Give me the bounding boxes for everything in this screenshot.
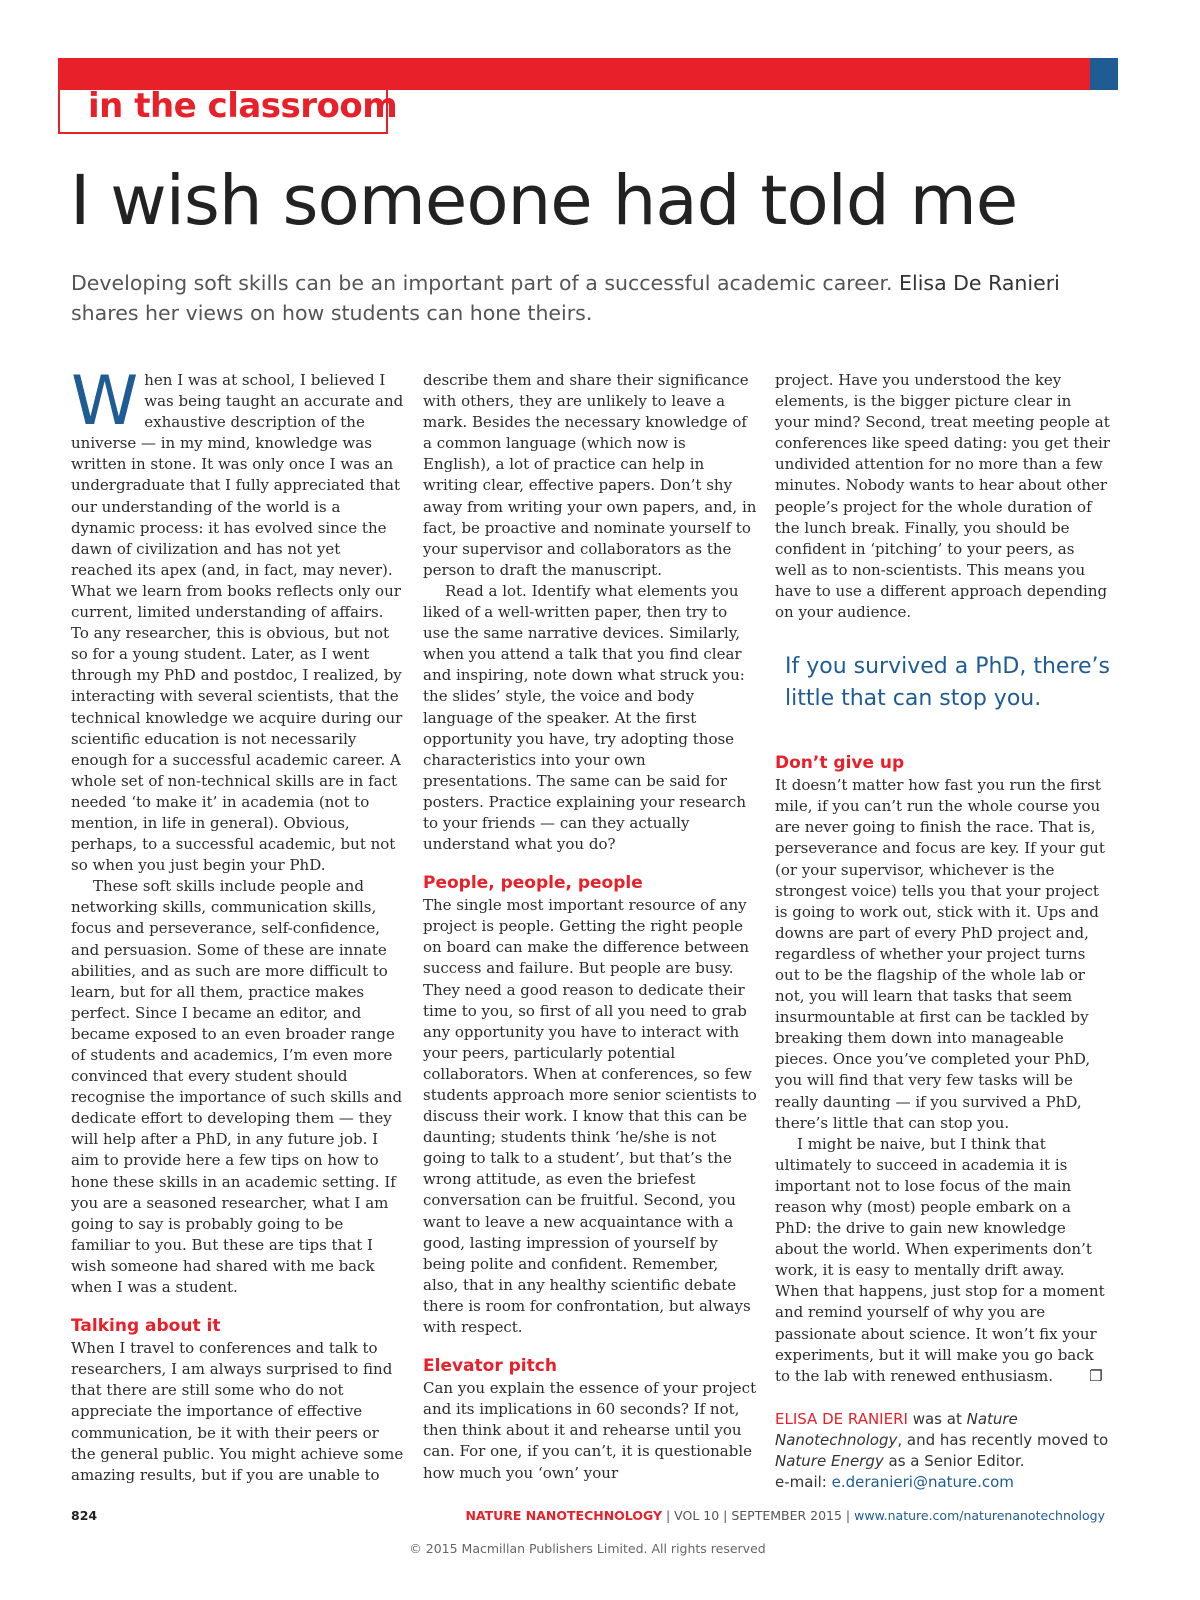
bio-text: was at — [907, 1409, 967, 1428]
pull-quote: If you survived a PhD, there’s little that can stop you. — [785, 654, 1111, 712]
paragraph-text: hen I was at school, I believed I was being taught an accurate and exhaustive description of the universe — in my mind, knowledge was written in stone. It was only once I was an undergraduate that I fully appreciated that our understanding of the world is a dynamic process: it has evolved since the dawn of civilization and has not yet reached its apex (and, in fact, may never). What we learn from books reflects only our current, limited understanding of affairs. To any researcher, this is obvious, but not so for a young student. Later, as I went through my PhD and postdoc, I realized, by interacting with several scientists, that the technical knowledge we acquire during our scientific education is not necessarily enough for a successful academic career. A whole set of non-technical skills are in fact needed ‘to make it’ in academia (not to mention, in life in general). Obvious, perhaps, to a successful academic, but not so when you just begin your PhD. — [71, 371, 404, 875]
standfirst-author: Elisa De Ranieri — [899, 271, 1060, 295]
journal-name: NATURE NANOTECHNOLOGY — [465, 1508, 662, 1523]
body-paragraph — [71, 362, 406, 876]
bio-journal: Nature Nanotechnology — [775, 1409, 1018, 1449]
drop-cap: W — [71, 362, 139, 441]
article-column-3 — [775, 370, 1110, 1493]
header-blue-square — [1090, 58, 1118, 90]
end-of-article-icon: ❐ — [1089, 1366, 1103, 1385]
bio-author-name: ELISA DE RANIERI — [775, 1409, 908, 1428]
journal-url-link[interactable]: www.nature.com/naturenanotechnology — [854, 1508, 1105, 1523]
body-paragraph: It doesn’t matter how fast you run the first mile, if you can’t run the whole course you are never going to finish the race. That is, perseverance and focus are key. If your gut (or your supervisor, whichever is the strongest voice) tells you that your project is going to work out, stick with it. Ups and downs are part of every PhD project and, regardless of whether your project turns out to be the flagship of the whole lab or not, you will learn that tasks that seem insurmountable at first can be tackled by breaking them down into manageable pieces. Once you’ve completed your PhD, you will find that very few tasks will be really daunting — if you survived a PhD, there’s little that can stop you. — [775, 776, 1105, 1132]
body-paragraph: When I travel to conferences and talk to researchers, I am always surprised to find that there are still some who do not appreciate the importance of effective communication, be it with their peers or the general public. You might achieve some amazing results, but if you are unable to — [71, 1339, 404, 1484]
standfirst — [71, 268, 1101, 328]
issue-info: | VOL 10 | SEPTEMBER 2015 | — [662, 1508, 855, 1523]
bio-text: , and has recently moved to — [897, 1430, 1109, 1449]
body-paragraph: Read a lot. Identify what elements you liked of a well-written paper, then try to use the same narrative devices. Similarly, when you attend a talk that you find clear and inspiring, note down what struck you: the slides’ style, the voice and body language of the speaker. At the first opportunity you have, try adopting those characteristics into your own presentations. The same can be said for posters. Practice explaining your research to your friends — can they actually understand what you do? — [423, 581, 746, 854]
body-paragraph: describe them and share their significance with others, they are unlikely to leave a mark. Besides the necessary knowledge of a common language (which now is English), a lot of practice can help in writing clear, effective papers. Don’t shy away from writing your own papers, and, in fact, be proactive and nominate yourself to your supervisor and collaborators as the person to draft the manuscript. — [423, 371, 757, 579]
journal-footer — [465, 1508, 1105, 1523]
bio-email-link[interactable]: e.deranieri@nature.com — [831, 1472, 1014, 1491]
article-column-2 — [423, 370, 758, 1484]
body-paragraph: Can you explain the essence of your project and its implications in 60 seconds? If not, then think about it and rehearse until you can. For one, if you can’t, it is questionable how much you ‘own’ your — [423, 1379, 757, 1482]
body-paragraph: The single most important resource of any project is people. Getting the right people on board can make the difference between success and failure. But people are busy. They need a good reason to dedicate their time to you, so first of all you need to grab any opportunity you have to interact with your peers, particularly potential collaborators. When at conferences, so few students approach more senior scientists to discuss their work. I know that this can be daunting; students think ‘he/she is not going to talk to a student’, but that’s the wrong attitude, as even the briefest conversation can be fruitful. Second, you want to leave a new acquaintance with a good, lasting impression of yourself by being polite and confident. Remember, also, that in any healthy scientific debate there is room for confrontation, but always with respect. — [423, 896, 757, 1337]
subheading-talking-about-it: Talking about it — [71, 1316, 221, 1337]
bio-text: as a Senior Editor. — [883, 1451, 1025, 1470]
section-tag-label: in the classroom — [88, 86, 398, 126]
subheading-dont-give-up: Don’t give up — [775, 753, 905, 774]
standfirst-lead: Developing soft skills can be an important part of a successful academic career. — [71, 271, 900, 295]
copyright-notice: © 2015 Macmillan Publishers Limited. All rights reserved — [409, 1541, 766, 1556]
bio-journal: Nature Energy — [775, 1451, 884, 1470]
author-bio — [775, 1409, 1110, 1493]
subheading-elevator-pitch: Elevator pitch — [423, 1356, 557, 1377]
subheading-people: People, people, people — [423, 873, 643, 894]
body-paragraph — [775, 1134, 1110, 1387]
body-paragraph: project. Have you understood the key elements, is the bigger picture clear in your mind? Second, treat meeting people at conferences like speed dating: you get their undivided attention for no more than a few minutes. Nobody wants to hear about other people’s project for the whole duration of the lunch break. Finally, you should be confident in ‘pitching’ to your peers, as well as to non-scientists. This means you have to use a different approach depending on your audience. — [775, 371, 1110, 622]
page-number: 824 — [71, 1508, 98, 1523]
headline: I wish someone had told me — [70, 161, 1018, 241]
body-paragraph: These soft skills include people and networking skills, communication skills, focus and perseverance, self-confidence, and persuasion. Some of these are innate abilities, and as such are more difficult to learn, but for all them, practice makes perfect. Since I became an editor, and became exposed to an even broader range of students and academics, I’m even more convinced that every student should recognise the importance of such skills and dedicate effort to developing them — they will help after a PhD, in any future job. I aim to provide here a few tips on how to hone these skills in an academic setting. If you are a seasoned researcher, what I am going to say is probably going to be familiar to you. But these are tips that I wish someone had shared with me back when I was a student. — [71, 877, 403, 1297]
bio-email-label: e-mail: — [775, 1472, 832, 1491]
article-column-1 — [71, 362, 406, 1486]
section-tag — [58, 86, 398, 134]
standfirst-tail: shares her views on how students can hone theirs. — [71, 301, 593, 325]
paragraph-text: I might be naive, but I think that ultimately to succeed in academia it is important not to lose focus of the main reason why (most) people embark on a PhD: the drive to gain new knowledge about the world. When experiments don’t work, it is easy to mentally drift away. When that happens, just stop for a moment and remind yourself of why you are passionate about science. It won’t fix your experiments, but it will make you go back to the lab with renewed enthusiasm. — [775, 1134, 1105, 1385]
